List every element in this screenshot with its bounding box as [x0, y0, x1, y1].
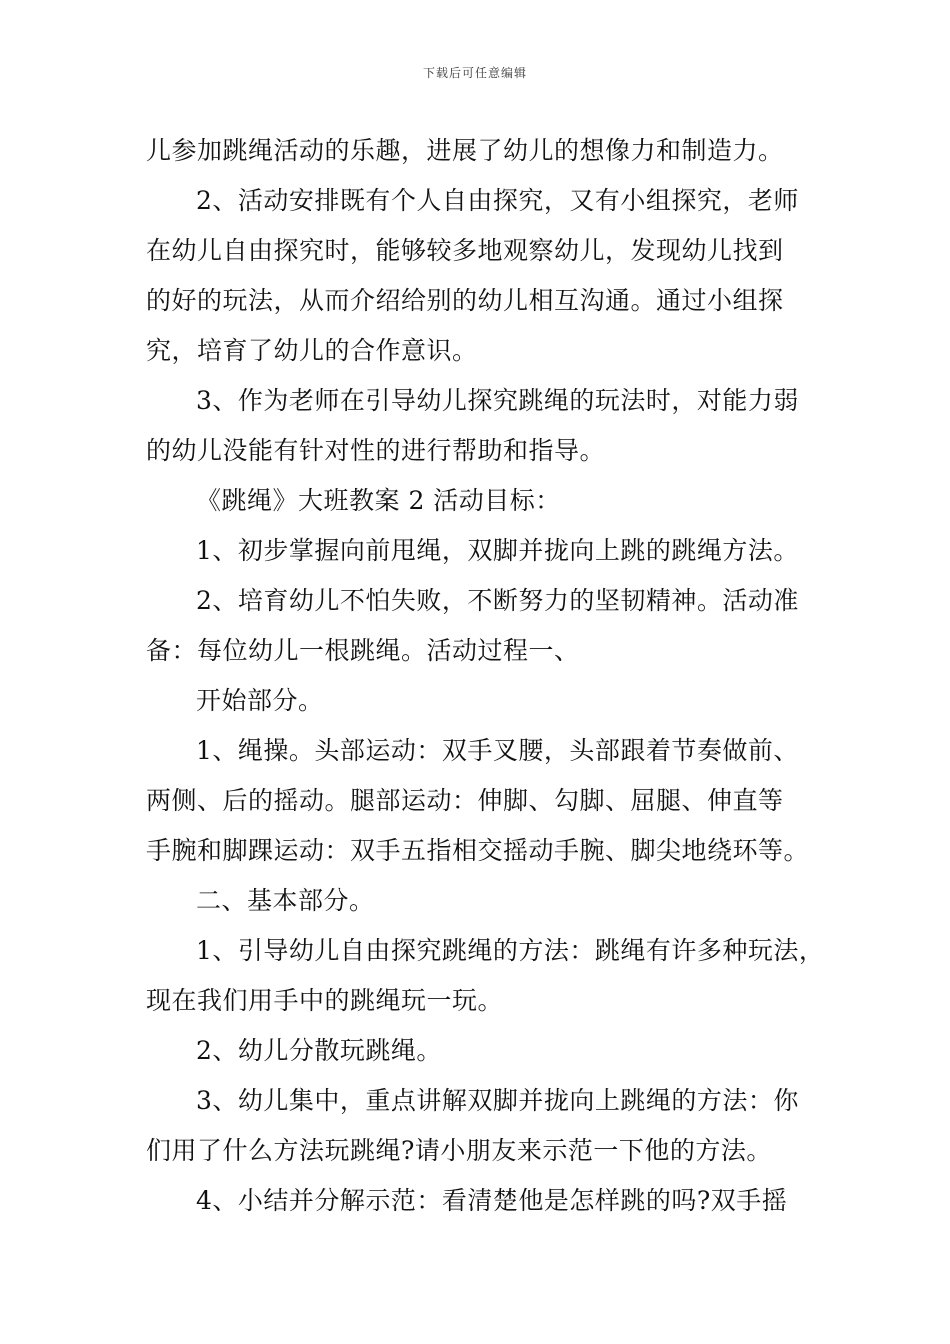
text-line: 3、作为老师在引导幼儿探究跳绳的玩法时，对能力弱	[196, 386, 799, 415]
page-header: 下载后可任意编辑	[422, 66, 527, 80]
text-line: 两侧、后的摇动。腿部运动：伸脚、勾脚、屈腿、伸直等	[146, 786, 784, 815]
text-line: 现在我们用手中的跳绳玩一玩。	[146, 986, 504, 1015]
text-line: 儿参加跳绳活动的乐趣，进展了幼儿的想像力和制造力。	[146, 136, 784, 165]
text-line: 二、基本部分。	[196, 886, 375, 915]
text-line: 开始部分。	[196, 686, 324, 715]
text-line: 3、幼儿集中，重点讲解双脚并拢向上跳绳的方法：你	[196, 1086, 799, 1115]
text-line: 1、引导幼儿自由探究跳绳的方法：跳绳有许多种玩法，	[196, 936, 825, 965]
section-heading: 《跳绳》大班教案 2 活动目标：	[196, 486, 561, 515]
text-line: 手腕和脚踝运动：双手五指相交摇动手腕、脚尖地绕环等。	[146, 836, 810, 865]
text-line: 备：每位幼儿一根跳绳。活动过程一、	[146, 636, 580, 665]
text-line: 究，培育了幼儿的合作意识。	[146, 336, 478, 365]
text-line: 4、小结并分解示范：看清楚他是怎样跳的吗?双手摇	[196, 1186, 788, 1215]
text-line: 在幼儿自由探究时，能够较多地观察幼儿，发现幼儿找到	[146, 236, 784, 265]
text-line: 1、初步掌握向前甩绳，双脚并拢向上跳的跳绳方法。	[196, 536, 799, 565]
text-line: 们用了什么方法玩跳绳?请小朋友来示范一下他的方法。	[146, 1136, 772, 1165]
text-line: 2、活动安排既有个人自由探究，又有小组探究，老师	[196, 186, 799, 215]
text-line: 1、绳操。头部运动：双手叉腰，头部跟着节奏做前、	[196, 736, 799, 765]
text-line: 的好的玩法，从而介绍给别的幼儿相互沟通。通过小组探	[146, 286, 784, 315]
document-body	[146, 126, 825, 1226]
text-line: 2、培育幼儿不怕失败，不断努力的坚韧精神。活动准	[196, 586, 799, 615]
text-line: 2、幼儿分散玩跳绳。	[196, 1036, 442, 1065]
text-line: 的幼儿没能有针对性的进行帮助和指导。	[146, 436, 606, 465]
